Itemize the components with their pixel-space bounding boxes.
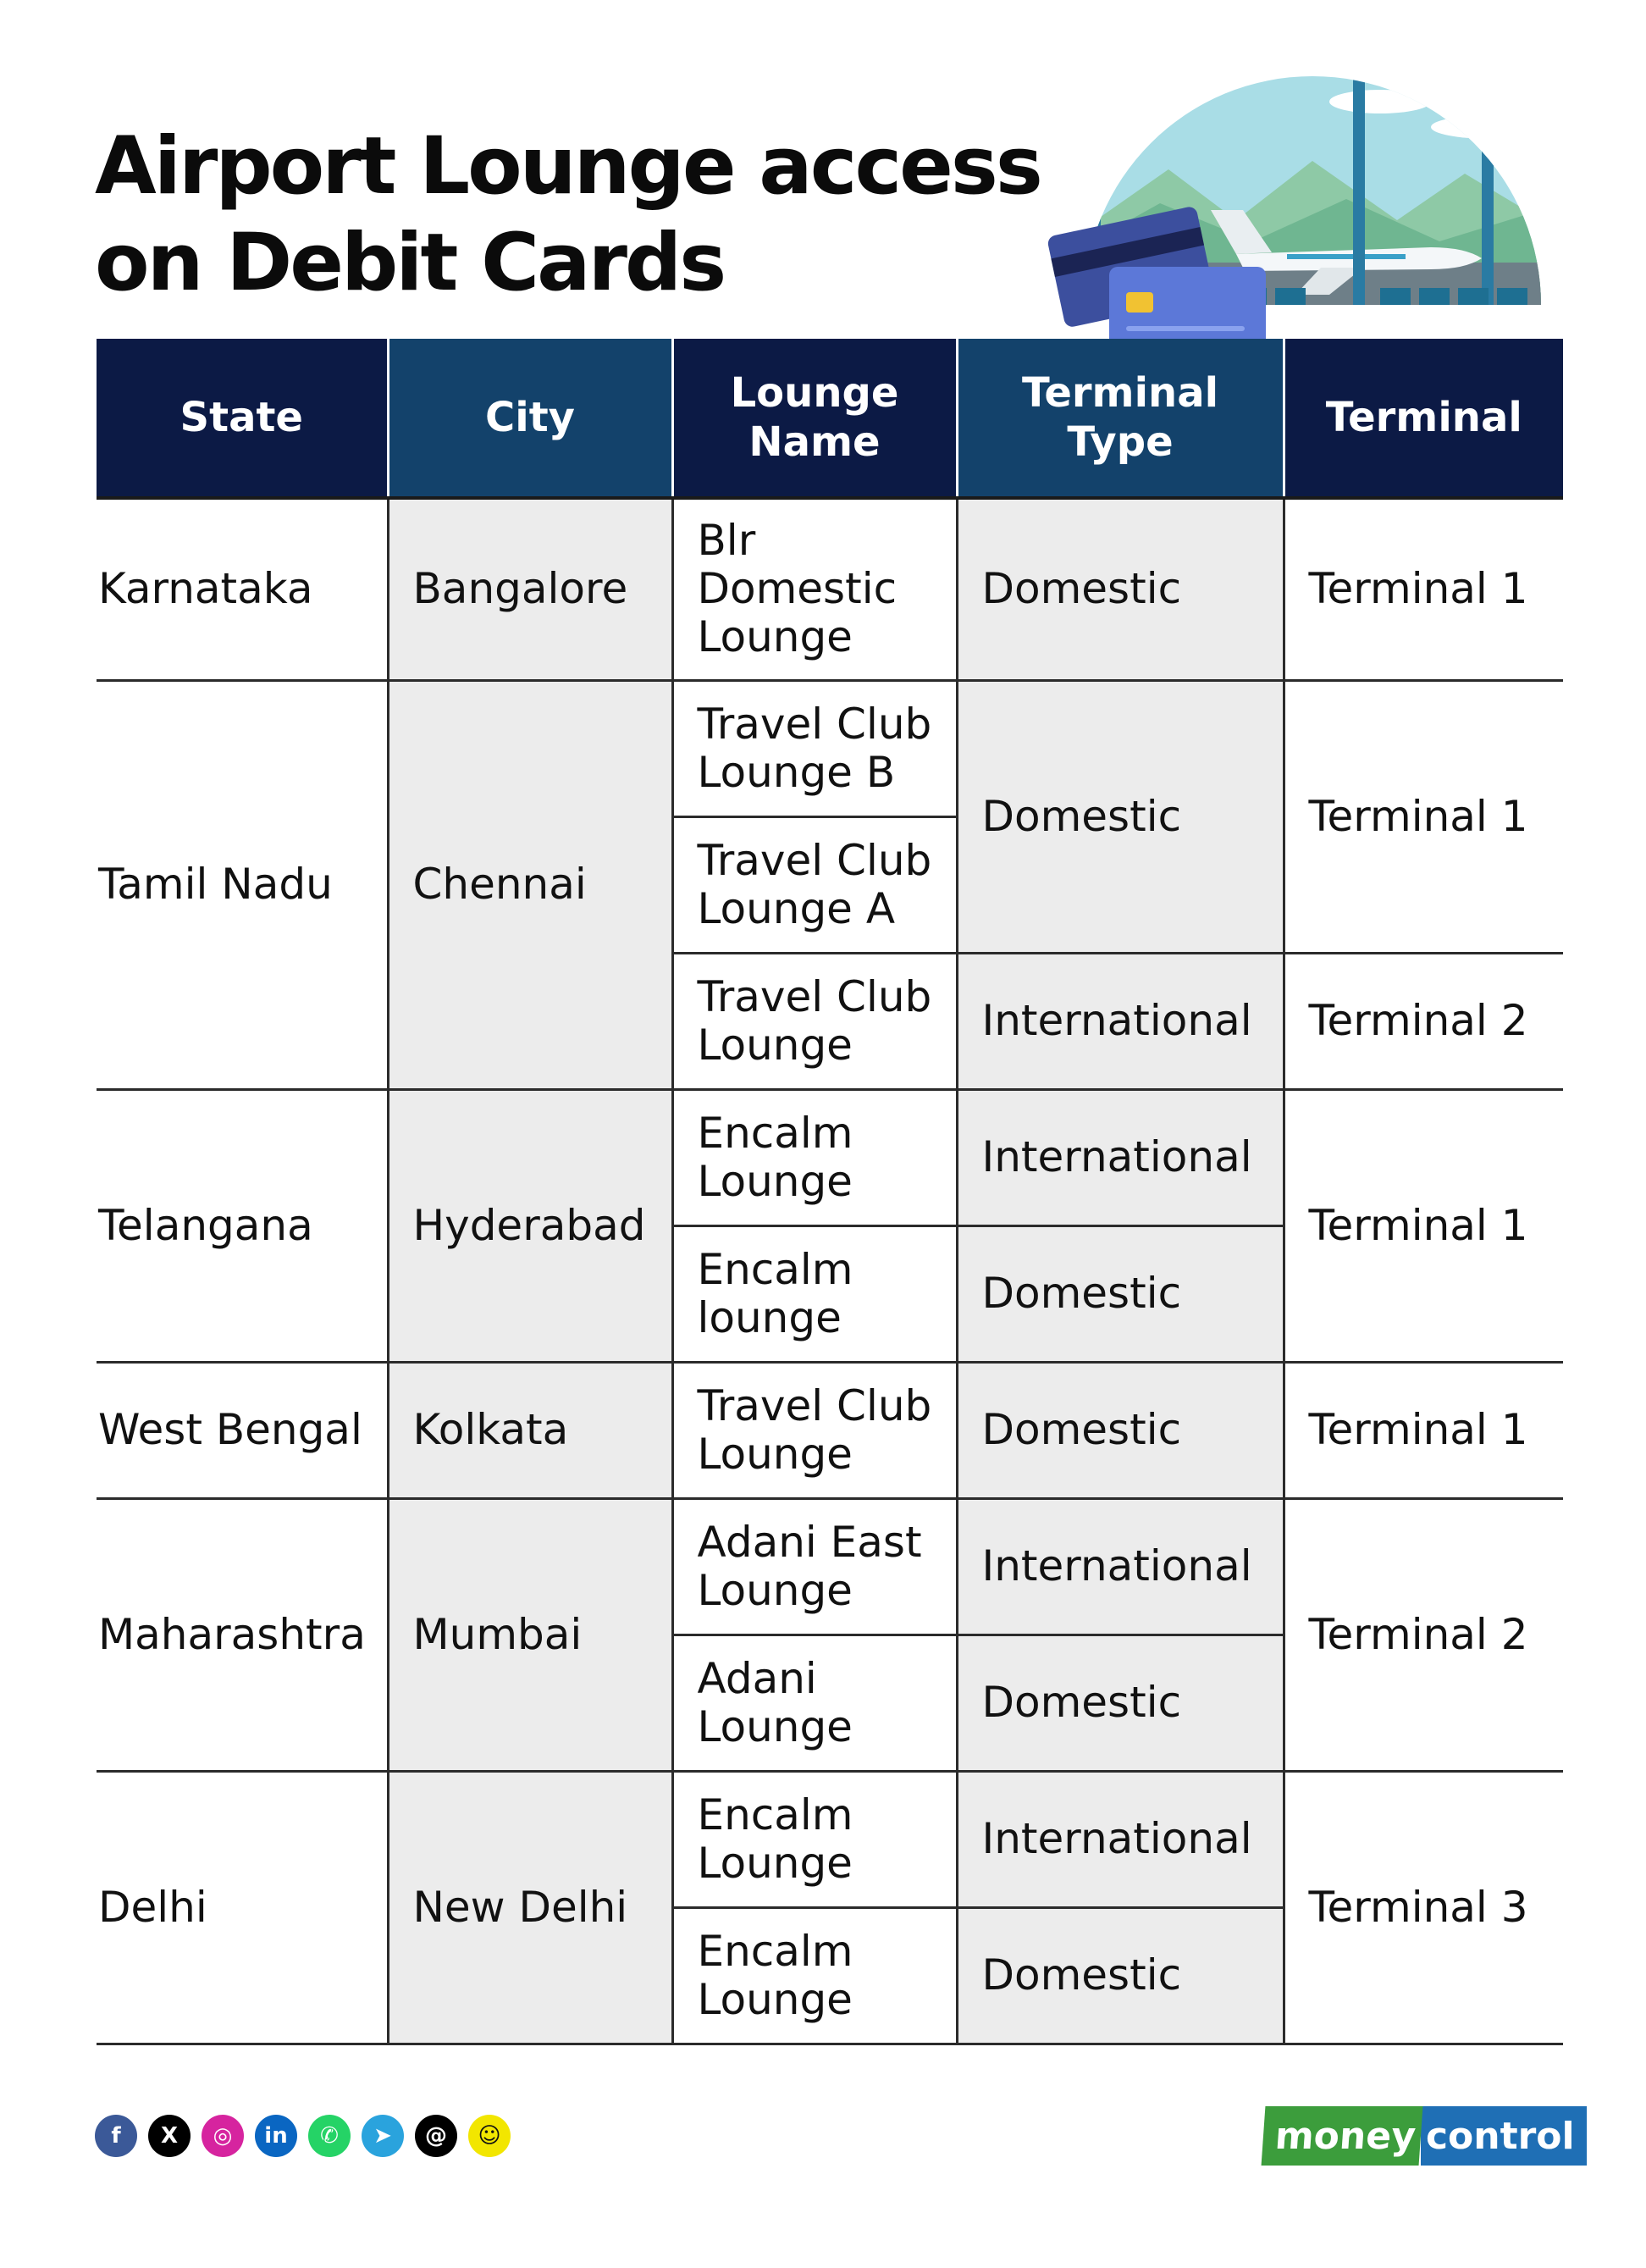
cell-lounge: Encalm Lounge <box>672 1907 957 2044</box>
cell-state: Karnataka <box>97 498 388 680</box>
cell-terminal-type: International <box>957 1089 1284 1225</box>
cell-lounge: Travel Club Lounge <box>672 1362 957 1498</box>
cell-terminal: Terminal 3 <box>1284 1771 1563 2044</box>
cell-state: Tamil Nadu <box>97 680 388 1089</box>
social-links <box>95 2115 511 2157</box>
telegram-icon[interactable]: ➤ <box>362 2115 404 2157</box>
cell-lounge: Adani Lounge <box>672 1635 957 1771</box>
cell-terminal-type: Domestic <box>957 680 1284 953</box>
cell-terminal-type: Domestic <box>957 1635 1284 1771</box>
cell-terminal: Terminal 1 <box>1284 498 1563 680</box>
facebook-icon[interactable]: f <box>95 2115 137 2157</box>
whatsapp-icon[interactable]: ✆ <box>308 2115 351 2157</box>
header-terminal-type: Terminal Type <box>957 339 1284 498</box>
title-line-1: Airport Lounge access <box>95 120 1041 213</box>
cell-city: New Delhi <box>388 1771 672 2044</box>
airport-lounge-illustration <box>1041 25 1575 356</box>
cell-state: Telangana <box>97 1089 388 1362</box>
table-row <box>97 1362 1563 1498</box>
cell-terminal-type: International <box>957 1771 1284 1907</box>
table-row <box>97 1771 1563 1907</box>
table-row <box>97 498 1563 680</box>
x-icon[interactable]: X <box>148 2115 191 2157</box>
cell-state: Delhi <box>97 1771 388 2044</box>
cell-terminal-type: Domestic <box>957 498 1284 680</box>
cell-terminal-type: International <box>957 953 1284 1089</box>
cell-lounge: Encalm Lounge <box>672 1771 957 1907</box>
cell-terminal: Terminal 2 <box>1284 1498 1563 1771</box>
title-line-2: on Debit Cards <box>95 217 725 309</box>
logo-part-money: money <box>1262 2106 1423 2166</box>
cell-city: Bangalore <box>388 498 672 680</box>
header-state: State <box>97 339 388 498</box>
cell-lounge: Encalm Lounge <box>672 1089 957 1225</box>
instagram-icon[interactable]: ◎ <box>202 2115 244 2157</box>
table-row <box>97 1498 1563 1635</box>
cell-terminal: Terminal 2 <box>1284 953 1563 1089</box>
header-terminal: Terminal <box>1284 339 1563 498</box>
table-row <box>97 1089 1563 1225</box>
cell-lounge: Encalm lounge <box>672 1225 957 1362</box>
cell-terminal: Terminal 1 <box>1284 1089 1563 1362</box>
moneycontrol-logo[interactable] <box>1263 2106 1587 2166</box>
cell-terminal: Terminal 1 <box>1284 1362 1563 1498</box>
cell-city: Mumbai <box>388 1498 672 1771</box>
cell-terminal-type: International <box>957 1498 1284 1635</box>
cell-terminal: Terminal 1 <box>1284 680 1563 953</box>
cell-lounge: Travel Club Lounge B <box>672 680 957 816</box>
cell-lounge: Adani East Lounge <box>672 1498 957 1635</box>
table-header-row <box>97 339 1563 498</box>
table-row <box>97 680 1563 816</box>
threads-icon[interactable]: @ <box>415 2115 457 2157</box>
cell-terminal-type: Domestic <box>957 1907 1284 2044</box>
snapchat-icon[interactable]: ☺ <box>468 2115 511 2157</box>
cell-state: West Bengal <box>97 1362 388 1498</box>
header-lounge-name: Lounge Name <box>672 339 957 498</box>
header-city: City <box>388 339 672 498</box>
cell-lounge: Blr Domestic Lounge <box>672 498 957 680</box>
cell-lounge: Travel Club Lounge <box>672 953 957 1089</box>
cell-city: Hyderabad <box>388 1089 672 1362</box>
cell-state: Maharashtra <box>97 1498 388 1771</box>
cell-lounge: Travel Club Lounge A <box>672 816 957 953</box>
cell-terminal-type: Domestic <box>957 1225 1284 1362</box>
page-title <box>95 119 1041 312</box>
linkedin-icon[interactable]: in <box>255 2115 297 2157</box>
logo-part-control: control <box>1421 2106 1587 2166</box>
cell-city: Chennai <box>388 680 672 1089</box>
cell-terminal-type: Domestic <box>957 1362 1284 1498</box>
cell-city: Kolkata <box>388 1362 672 1498</box>
lounge-table <box>97 339 1563 2045</box>
